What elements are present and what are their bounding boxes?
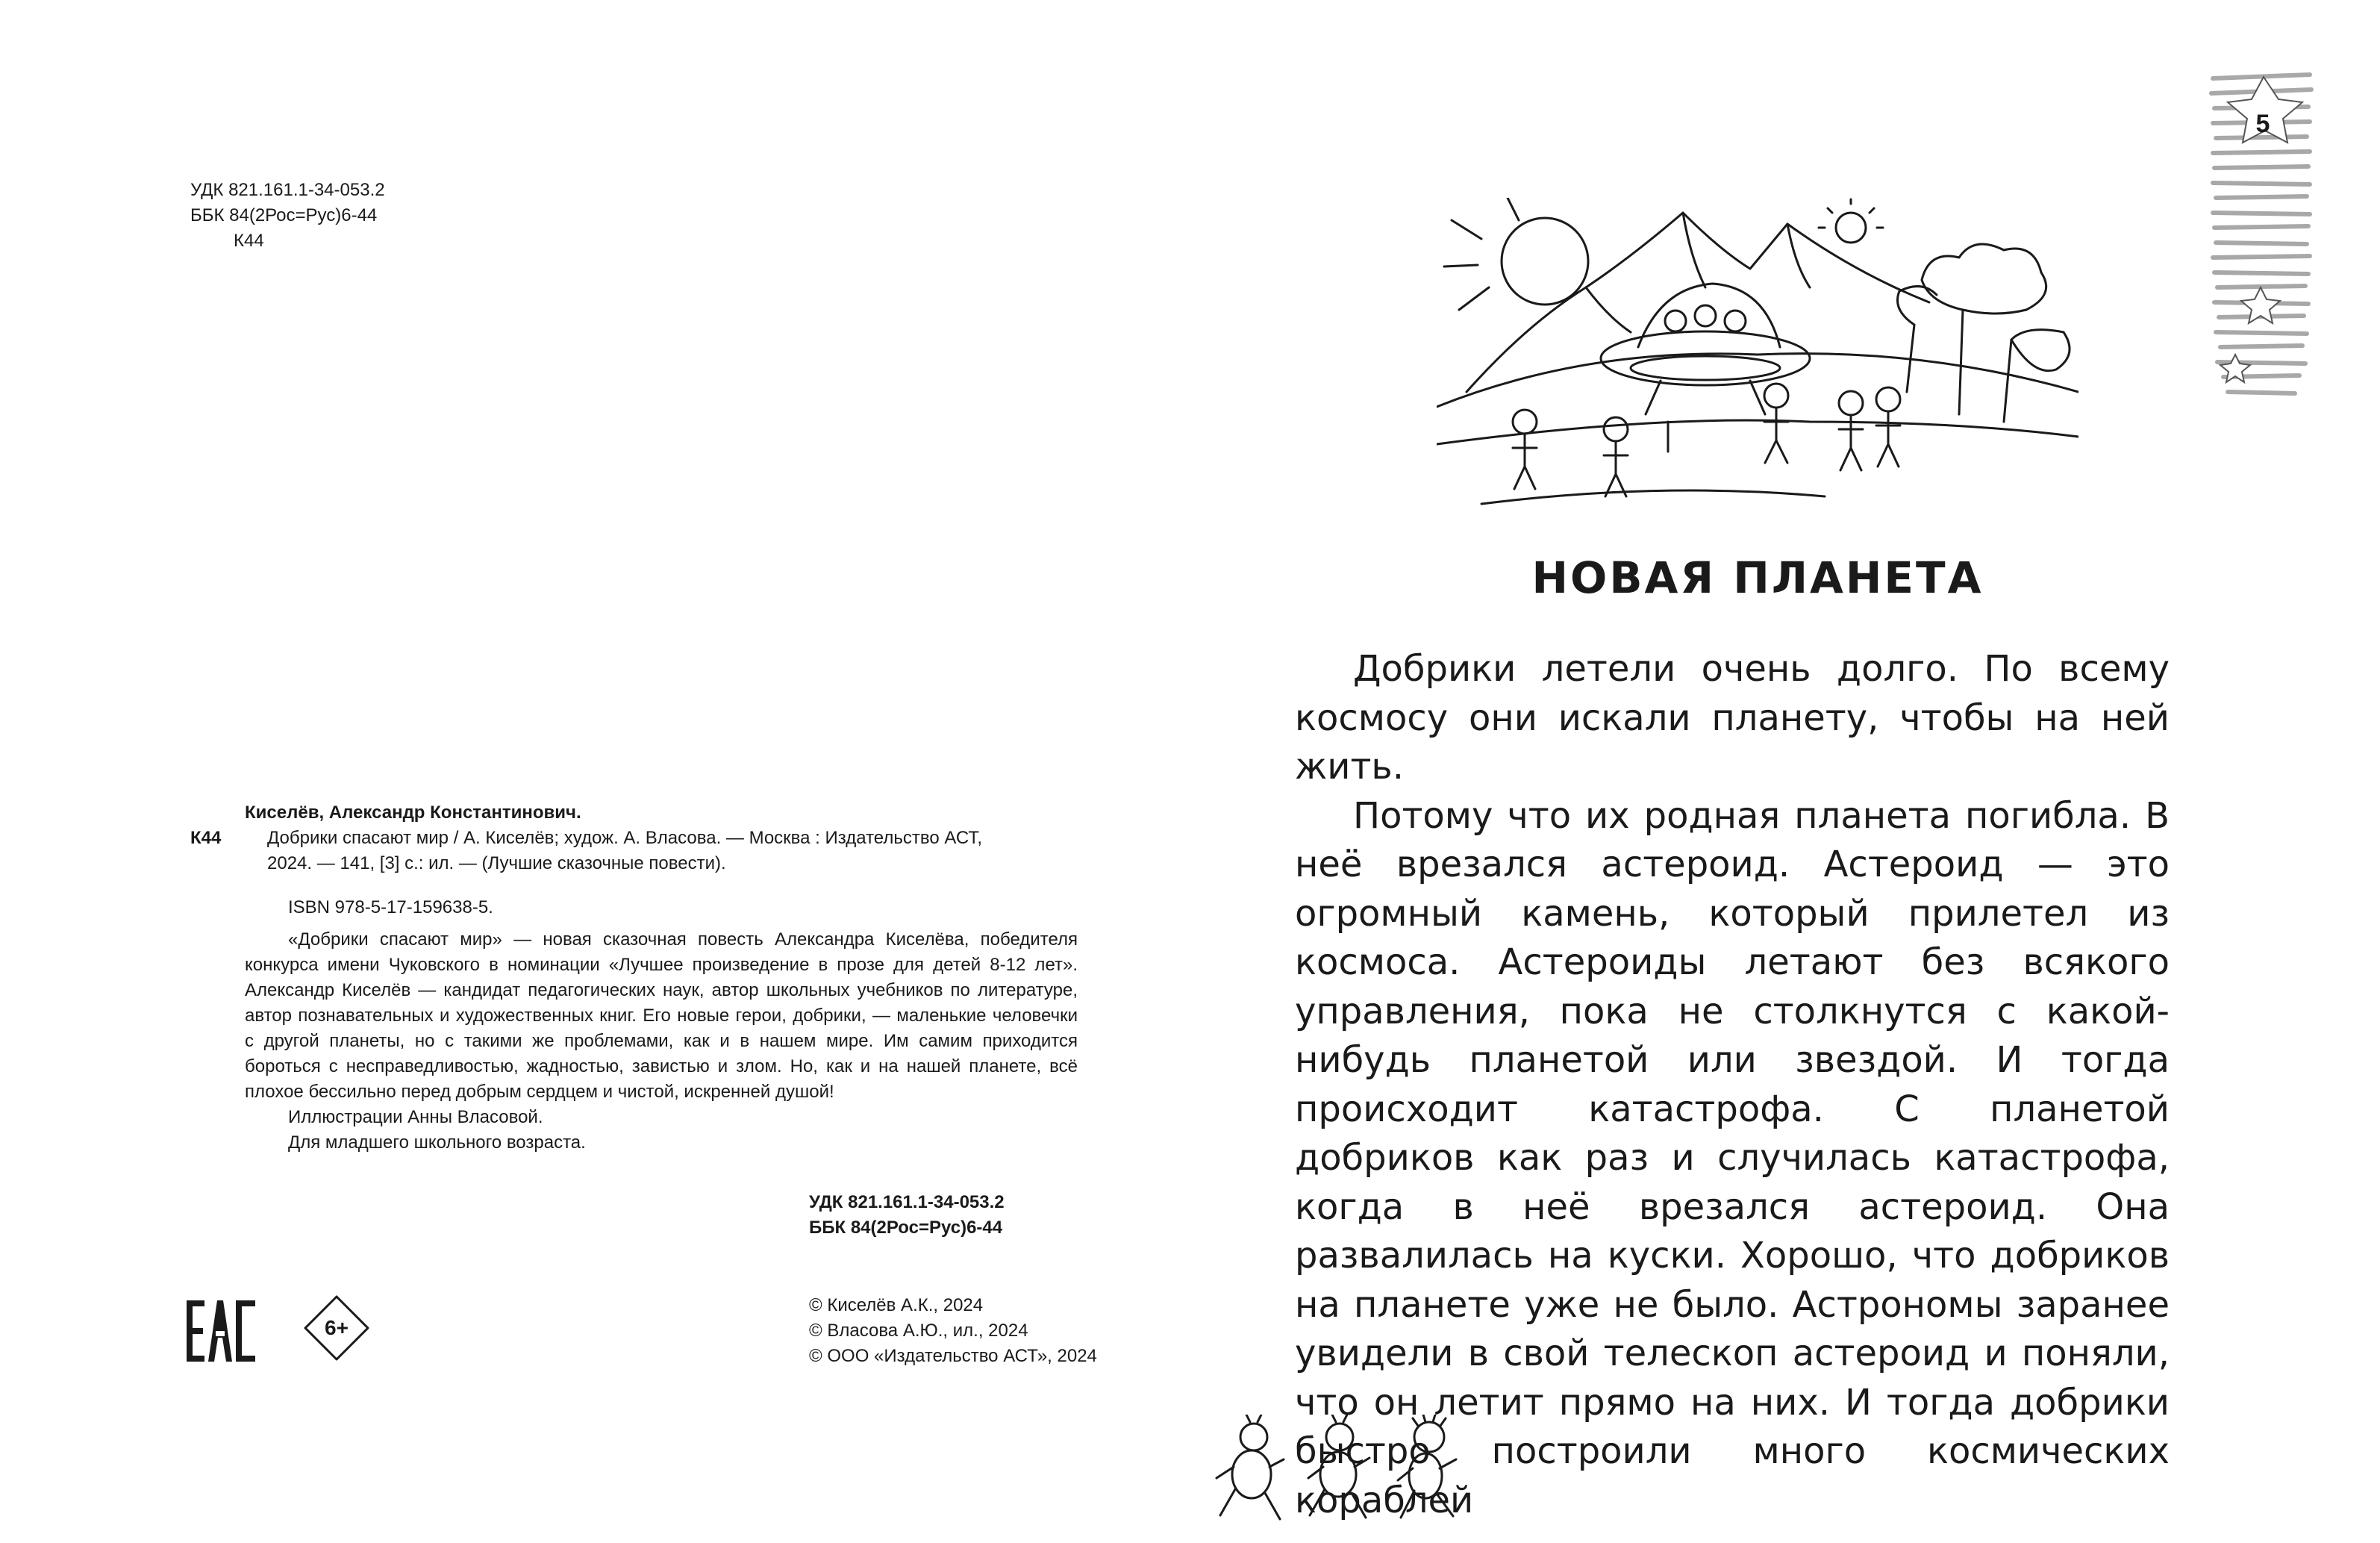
- eac-logo-icon: [187, 1300, 255, 1362]
- catalog-mark: К44: [190, 828, 222, 848]
- running-figures-icon: [1205, 1415, 1481, 1527]
- age-rating-text: 6+: [325, 1316, 349, 1339]
- catalog-author-heading: Киселёв, Александр Константинович.: [245, 802, 581, 823]
- udk-block-bottom: [809, 1190, 1005, 1241]
- udk-code: УДК 821.161.1-34-053.2: [190, 180, 385, 200]
- catalog-entry-line1: Добрики спасают мир / А. Киселёв; худож. А. Власова. — Москва : Издательство АСТ,: [267, 828, 983, 848]
- isbn: ISBN 978-5-17-159638-5.: [288, 897, 493, 917]
- udk-block-top: [190, 178, 385, 254]
- copyright-block: [809, 1293, 1097, 1369]
- chapter-title: НОВАЯ ПЛАНЕТА: [1531, 552, 1984, 603]
- catalog-entry: [245, 826, 1079, 876]
- book-annotation: [245, 927, 1078, 1156]
- spaceship-landscape-illustration: [1437, 198, 2078, 515]
- illustrations-credit: Иллюстрации Анны Власовой.: [288, 1107, 543, 1127]
- copyright-line: © ООО «Издательство АСТ», 2024: [809, 1346, 1097, 1366]
- copyright-line: © Киселёв А.К., 2024: [809, 1295, 984, 1315]
- chapter-body: [1295, 645, 2170, 1525]
- page-tab: [2205, 63, 2317, 437]
- copyright-line: © Власова А.Ю., ил., 2024: [809, 1321, 1028, 1341]
- page-number: 5: [2255, 110, 2270, 138]
- running-dobriki-illustration: [1205, 1415, 1481, 1527]
- body-paragraph: Потому что их родная планета погибла. В неё врезался астероид. Астероид — это огромный камень, который прилетел из космоса. Астероиды летают без всякого управления, пока не столкнутся с какой-нибудь планетой или звездой. И тогда происходит катастрофа. С планетой добриков как раз и случилась катастрофа, когда в неё врезался астероид. Она развалилась на куски. Хорошо, что добриков на планете уже не было. Астрономы заранее увидели в свой телескоп астероид и поняли, что он летит прямо на них. И тогда добрики быстро построили много космических кораблей: [1295, 794, 2170, 1521]
- bbk-code: ББК 84(2Рос=Рус)6-44: [190, 205, 378, 225]
- bbk-code-bottom: ББК 84(2Рос=Рус)6-44: [809, 1218, 1003, 1238]
- age-rating-badge: [303, 1294, 370, 1362]
- chapter-illustration: [1437, 198, 2078, 515]
- annotation-text: «Добрики спасают мир» — новая сказочная повесть Александра Киселёва, победителя конкурса имени Чуковского в номинации «Лучшее произведение в прозе для детей 8-12 лет». Александр Киселёв — кандидат педагогических наук, автор школьных учебников по литературе, автор познавательных и художественных книг. Его новые герои, добрики, — маленькие человечки с другой планеты, но с такими же проблемами, как и в нашем мире. Им самим приходится бороться с несправедливостью, жадностью, завистью и злом. Но, как и на нашей планете, всё плохое бессильно перед добрым сердцем и чистой, искренней душой!: [245, 929, 1078, 1102]
- audience-note: Для младшего школьного возраста.: [288, 1132, 586, 1153]
- author-mark: К44: [234, 231, 264, 251]
- catalog-entry-line2: 2024. — 141, [3] с.: ил. — (Лучшие сказочные повести).: [267, 853, 726, 873]
- eac-mark: [187, 1300, 255, 1362]
- body-paragraph: Добрики летели очень долго. По всему космосу они искали планету, чтобы на ней жить.: [1295, 648, 2170, 788]
- udk-code-bottom: УДК 821.161.1-34-053.2: [809, 1192, 1005, 1212]
